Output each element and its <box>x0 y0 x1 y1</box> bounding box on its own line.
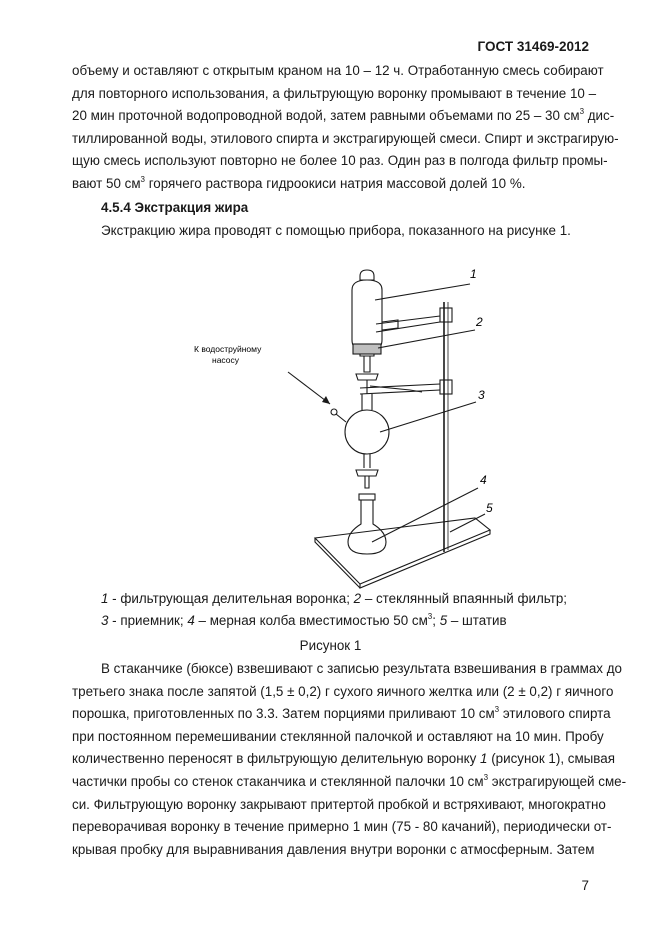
paragraph-1-line-4: тиллированной воды, этилового спирта и экстрагирующей смеси. Спирт и экстрагирую- <box>72 130 619 146</box>
paragraph-2-line-5-tail: (рисунок 1), смывая <box>487 751 615 767</box>
paragraph-1-line-6-text: вают 50 см <box>72 175 141 191</box>
volumetric-flask <box>348 500 386 554</box>
caption-num: 1 <box>101 591 109 606</box>
paragraph-2-line-4: при постоянном перемешивании стеклянной палочкой и оставляют на 10 мин. Пробу <box>72 728 604 744</box>
reference-num: 1 <box>480 751 488 767</box>
paragraph-2-line-2: третьего знака после запятой (1,5 ± 0,2) г сухого яичного желтка или (2 ± 0,2) г яичного <box>72 683 614 699</box>
superscript: 3 <box>483 772 489 782</box>
caption-text: ; <box>432 613 440 628</box>
section-title: 4.5.4 Экстракция жира <box>101 200 249 215</box>
figure-caption-line-1 <box>101 591 567 606</box>
paragraph-2-line-7: си. Фильтрующую воронку закрывают притертой пробкой и встряхивают, многократно <box>72 796 606 812</box>
paragraph-2-line-5 <box>72 748 615 771</box>
stopcock-lower <box>356 470 378 476</box>
intro-sentence: Экстракцию жира проводят с помощью прибора, показанного на рисунке 1. <box>101 223 571 238</box>
paragraph-2-line-5-text: количественно переносят в фильтрующую делительную воронку <box>72 751 481 767</box>
figure-caption-line-2 <box>101 613 507 628</box>
paragraph-1-line-5: щую смесь используют повторно не более 10 раз. Один раз в полгода фильтр промы- <box>72 153 608 169</box>
receiver-flask <box>345 410 389 454</box>
clamp-lower <box>440 380 452 394</box>
caption-num: 4 <box>187 613 195 628</box>
paragraph-1-line-3 <box>72 105 615 128</box>
stand-base <box>315 518 490 584</box>
caption-text: – мерная колба вместимостью 50 см <box>194 613 428 628</box>
paragraph-2-line-1: В стаканчике (бюксе) взвешивают с записью результата взвешивания в граммах до <box>101 661 622 676</box>
caption-text: - фильтрующая делительная воронка; <box>108 591 354 606</box>
caption-text: – стеклянный впаянный фильтр; <box>361 591 568 606</box>
glass-filter <box>353 344 381 354</box>
standard-header: ГОСТ 31469-2012 <box>477 39 589 54</box>
superscript: 3 <box>494 705 500 715</box>
paragraph-2-line-8: переворачивая воронку в течение примерно 1 мин (75 - 80 качаний), периодически от- <box>72 819 612 835</box>
clamp-upper <box>440 308 452 322</box>
figure-label-1: 1 <box>470 267 477 281</box>
paragraph-1-line-3-tail: дис- <box>584 108 615 124</box>
paragraph-2-line-3-tail: этилового спирта <box>499 706 611 722</box>
figure-label-3: 3 <box>478 388 485 402</box>
caption-num: 5 <box>439 613 448 628</box>
funnel-stopper <box>360 270 374 280</box>
caption-text: - приемник; <box>108 613 188 628</box>
superscript: 3 <box>579 107 585 117</box>
paragraph-1 <box>72 60 619 196</box>
paragraph-2-line-6 <box>72 771 627 794</box>
figure-label-5: 5 <box>486 501 493 515</box>
apparatus-figure <box>170 262 520 592</box>
paragraph-2-line-6-text: частички пробы со стенок стаканчика и стеклянной палочки 10 см <box>72 773 484 789</box>
paragraph-1-line-2: для повторного использования, а фильтрующую воронку промывают в течение 10 – <box>72 85 597 101</box>
page-number: 7 <box>581 878 589 893</box>
paragraph-2-line-6-tail: экстрагирующей сме- <box>488 773 627 789</box>
paragraph-2-line-3-text: порошка, приготовленных по 3.3. Затем порциями приливают 10 см <box>72 706 495 722</box>
pump-label-line-2: насосу <box>212 355 239 365</box>
paragraph-1-line-6 <box>72 173 593 196</box>
caption-num: 2 <box>353 591 362 606</box>
superscript: 3 <box>427 612 433 621</box>
figure-label-4: 4 <box>480 473 487 487</box>
figure-label-2: 2 <box>476 315 483 329</box>
stopcock-upper <box>356 374 378 380</box>
caption-text: – штатив <box>447 613 507 628</box>
figure-title: Рисунок 1 <box>299 638 362 653</box>
paragraph-1-line-1: объему и оставляют с открытым краном на 10 – 12 ч. Отработанную смесь собирают <box>72 63 604 78</box>
paragraph-2-line-3 <box>72 703 611 726</box>
pump-label-line-1: К водоструйному <box>194 344 262 354</box>
paragraph-1-line-3-text: 20 мин проточной водопроводной водой, затем равными объемами по 25 – 30 см <box>72 108 580 124</box>
paragraph-1-line-6-tail: горячего раствора гидроокиси натрия массовой долей 10 %. <box>144 175 526 191</box>
paragraph-2 <box>72 658 627 861</box>
caption-num: 3 <box>101 613 109 628</box>
superscript: 3 <box>140 174 145 184</box>
paragraph-2-line-9: крывая пробку для выравнивания давления внутри воронки с атмосферным. Затем <box>72 841 595 857</box>
